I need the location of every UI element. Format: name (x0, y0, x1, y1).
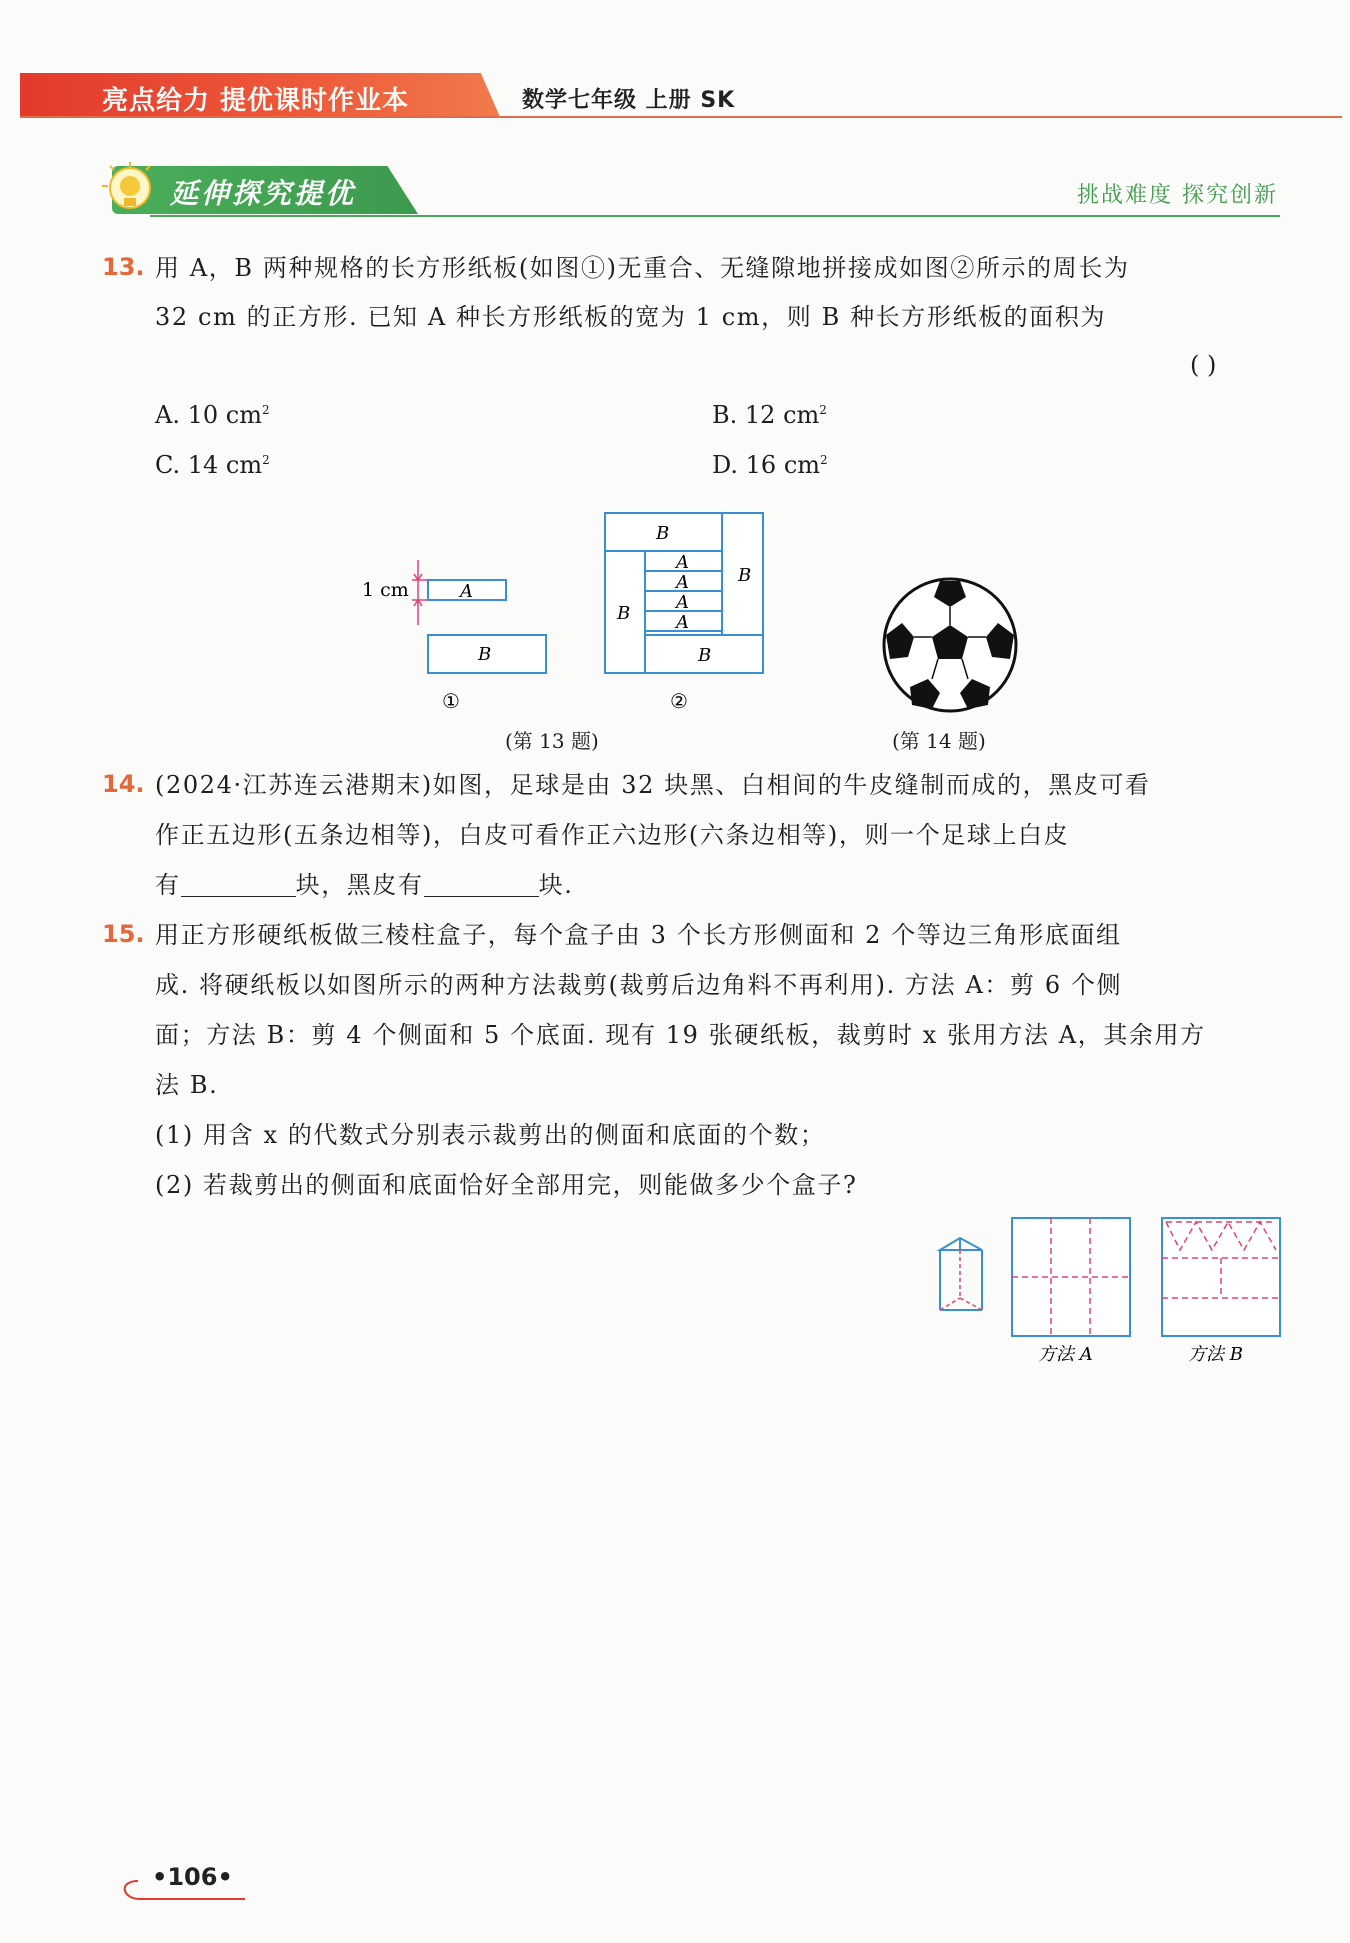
q15-text-line-4: 法 B. (155, 1071, 219, 1099)
fig2-label-b-top: B (656, 523, 670, 544)
fig2-label-a-4: A (676, 612, 689, 633)
q14-text-line-3: 有 块，黑皮有 块. (155, 871, 574, 899)
answer-blank-white[interactable] (181, 872, 296, 897)
fig1-marker: ① (442, 689, 460, 713)
q15-subquestion-2: (2) 若裁剪出的侧面和底面恰好全部用完，则能做多少个盒子? (155, 1171, 858, 1199)
question-number-13: 13. (102, 253, 145, 281)
q15-text-line-2: 成. 将硬纸板以如图所示的两种方法裁剪(裁剪后边角料不再利用). 方法 A：剪 6 个侧 (155, 971, 1123, 999)
header-brand: 亮点给力 提优课时作业本 (102, 86, 410, 116)
section-divider (150, 215, 1280, 217)
q15-text-line-3: 面；方法 B：剪 4 个侧面和 5 个底面. 现有 19 张硬纸板，裁剪时 x 张用方法 A，其余用方 (155, 1021, 1206, 1049)
section-slogan: 挑战难度 探究创新 (1077, 183, 1278, 208)
q13-answer-paren: ( ) (1190, 351, 1217, 379)
dim-label: 1 cm (362, 579, 409, 601)
fig2-marker: ② (670, 689, 688, 713)
q15-subquestion-1: (1) 用含 x 的代数式分别表示裁剪出的侧面和底面的个数； (155, 1121, 826, 1149)
fig2-label-a-1: A (676, 552, 689, 573)
fig2-label-b-left: B (617, 603, 631, 624)
q13-option-b: B. 12 $cm^2$ (712, 401, 827, 429)
fig2-label-a-2: A (676, 572, 689, 593)
q13-text-line-2: 32 cm 的正方形. 已知 A 种长方形纸板的宽为 1 cm，则 B 种长方形纸板的面积为 (155, 303, 1107, 331)
q14-caption: (第 14 题) (892, 729, 986, 753)
header-book-title: 数学七年级 上册 SK (522, 88, 736, 113)
fig2-label-b-bottom: B (698, 645, 712, 666)
page-number: •106• (152, 1863, 233, 1891)
q13-option-a: A. 10 $cm^2$ (155, 401, 270, 429)
fig2-label-a-3: A (676, 592, 689, 613)
answer-blank-black[interactable] (424, 872, 539, 897)
fig1-label-b: B (478, 644, 492, 665)
fig2-label-b-right: B (738, 565, 752, 586)
header-divider (20, 116, 1342, 118)
q13-option-d: D. 16 $cm^2$ (712, 451, 828, 479)
q14-text-line-1: (2024·江苏连云港期末)如图，足球是由 32 块黑、白相间的牛皮缝制而成的，黑皮可看 (155, 771, 1151, 799)
q14-text-line-2: 作正五边形(五条边相等)，白皮可看作正六边形(六条边相等)，则一个足球上白皮 (155, 821, 1070, 849)
q13-figure (350, 505, 780, 755)
q13-text-line-1: 用 A，B 两种规格的长方形纸板(如图①)无重合、无缝隙地拼接成如图②所示的周长为 (155, 254, 1130, 282)
trophy-bulb-icon (102, 160, 162, 220)
q15-text-line-1: 用正方形硬纸板做三棱柱盒子，每个盒子由 3 个长方形侧面和 2 个等边三角形底面组 (155, 921, 1122, 949)
q13-option-c: C. 14 $cm^2$ (155, 451, 270, 479)
q15-figure (930, 1210, 1290, 1370)
fig1-label-a: A (460, 581, 473, 602)
method-a-label: 方法 A (1038, 1344, 1093, 1365)
method-b-label: 方法 B (1188, 1344, 1243, 1365)
question-number-14: 14. (102, 770, 145, 798)
soccer-ball-figure (880, 575, 1020, 715)
q13-caption: (第 13 题) (505, 729, 599, 753)
section-title: 延伸探究提优 (170, 177, 357, 210)
question-number-15: 15. (102, 920, 145, 948)
